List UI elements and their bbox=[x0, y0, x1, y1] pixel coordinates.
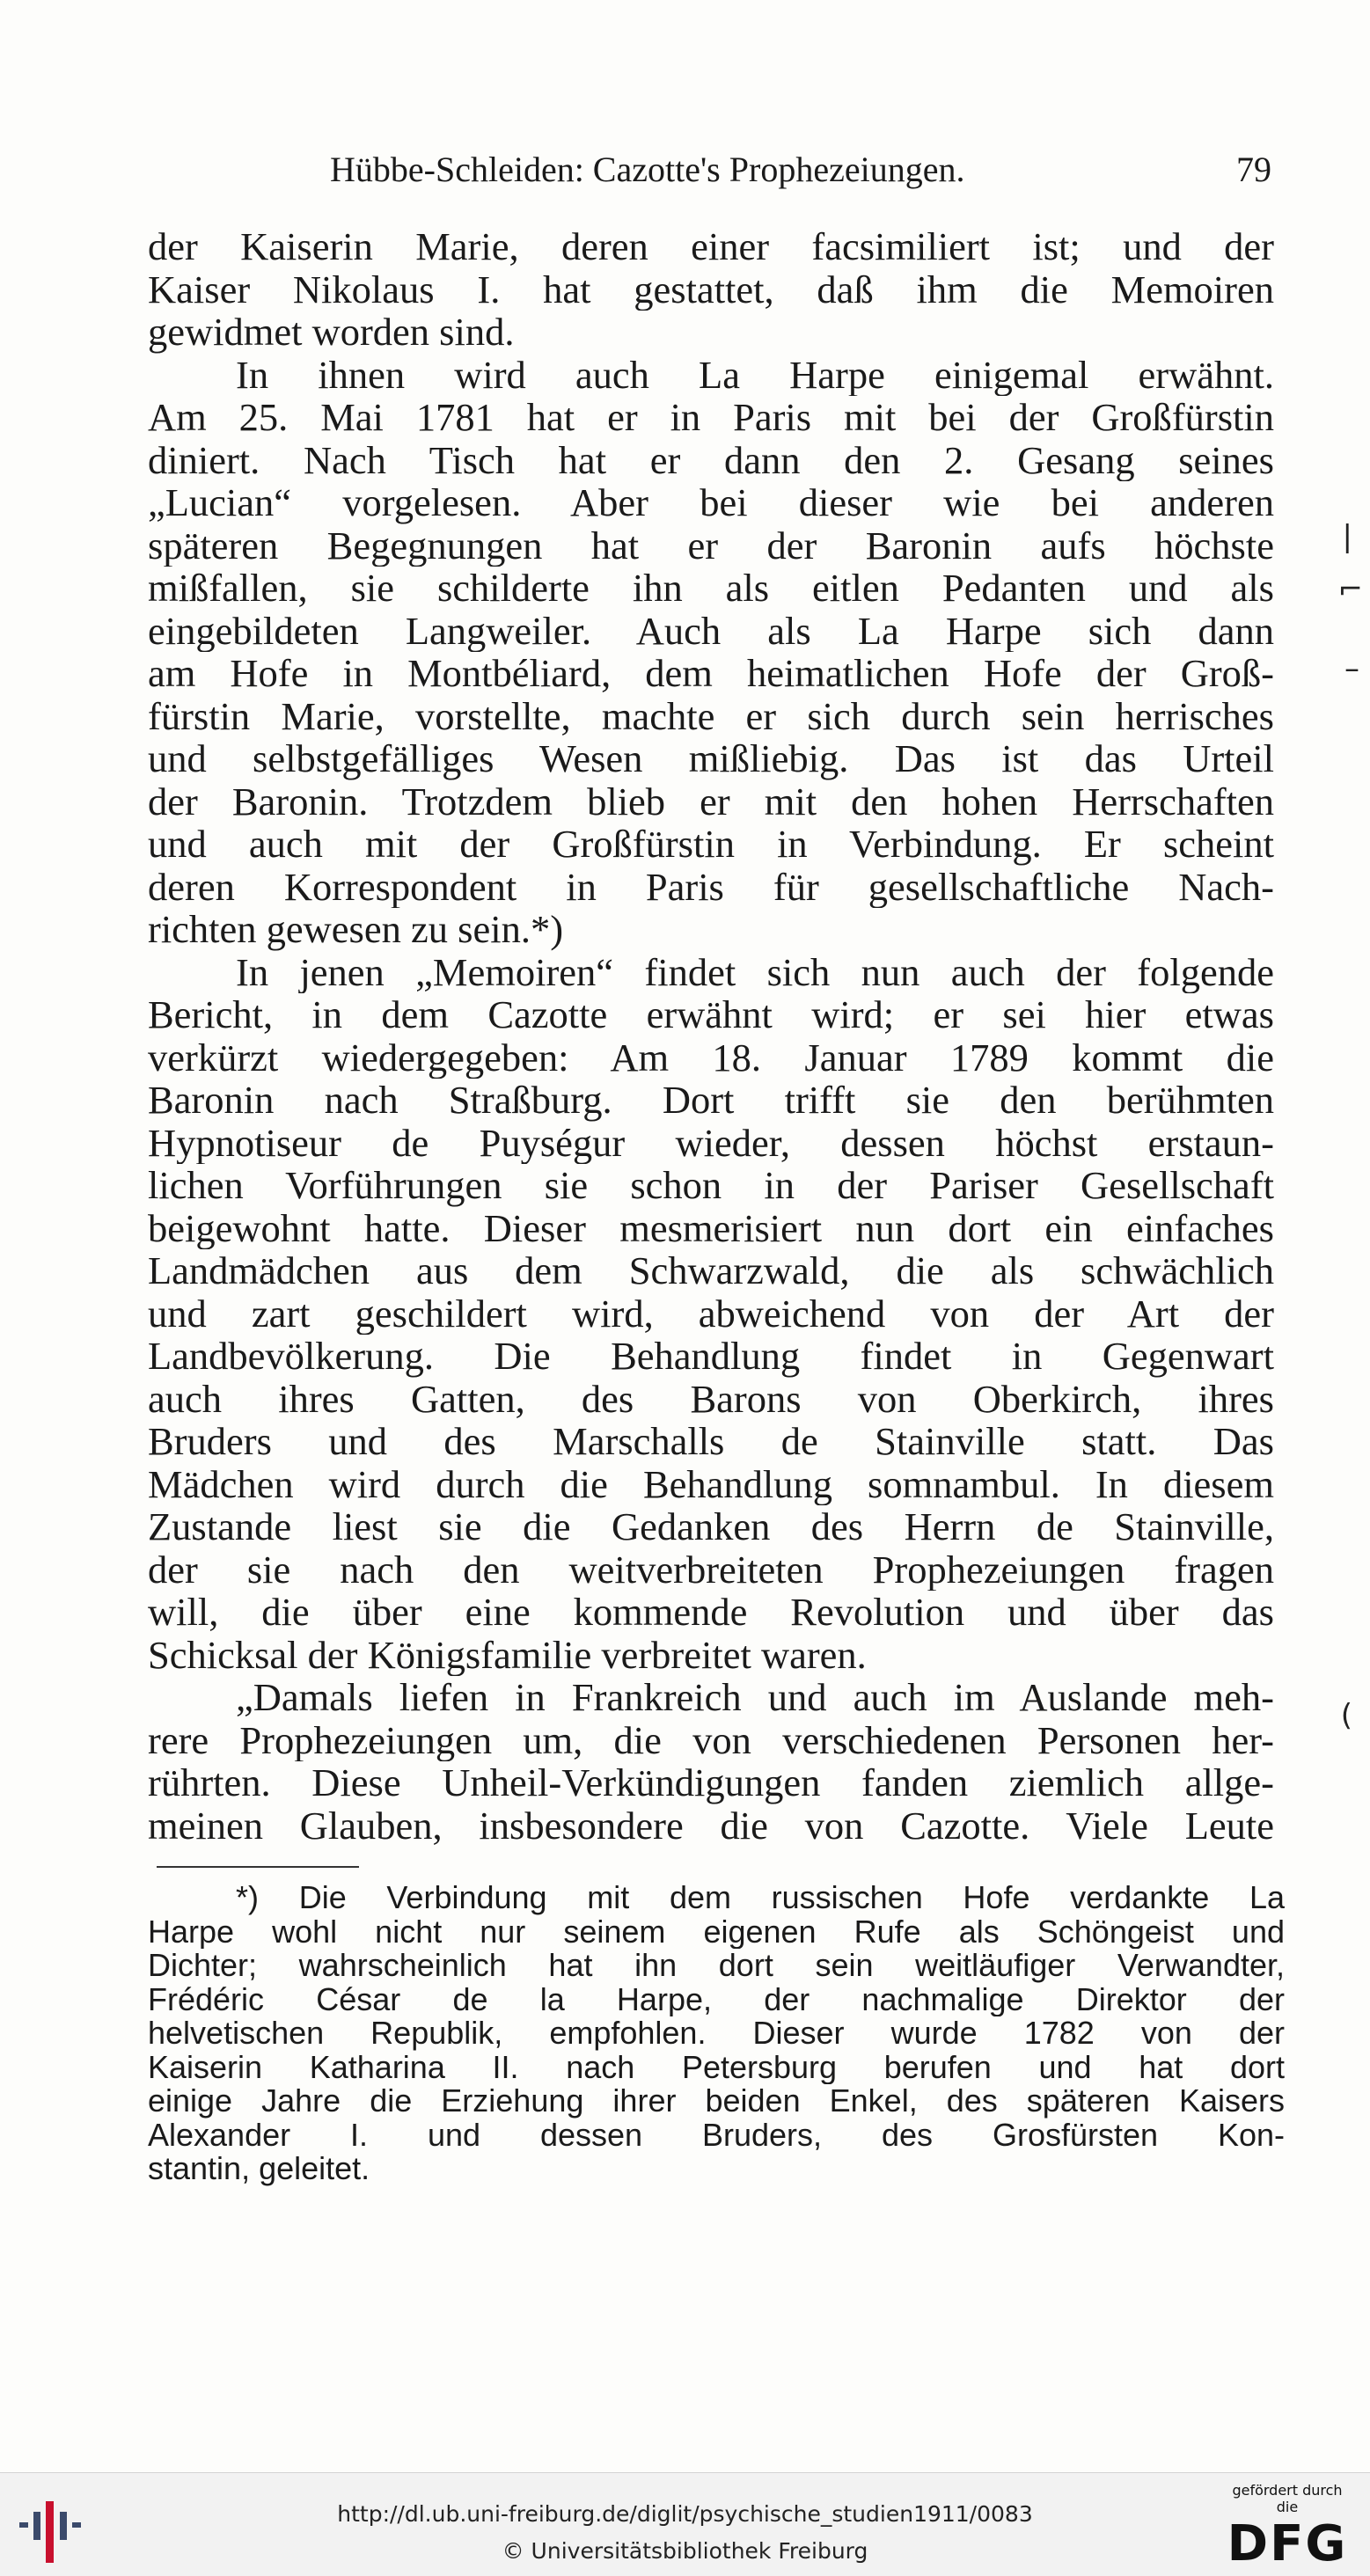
text-line: der sie nach den weitverbreiteten Prophezeiungen fragen bbox=[148, 1548, 1274, 1591]
text-line: „Lucian“ vorgelesen. Aber bei dieser wie bei anderen bbox=[148, 481, 1274, 524]
running-title: Hübbe-Schleiden: Cazotte's Prophezeiungen. bbox=[330, 150, 965, 189]
footnote-line: helvetischen Republik, empfohlen. Dieser wurde 1782 von der bbox=[148, 2016, 1285, 2051]
text-line: Landbevölkerung. Die Behandlung findet in Gegenwart bbox=[148, 1335, 1274, 1378]
footnote-rule bbox=[157, 1866, 359, 1868]
text-line: verkürzt wiedergegeben: Am 18. Januar 1789 kommt die bbox=[148, 1036, 1274, 1079]
text-line: lichen Vorführungen sie schon in der Pariser Gesellschaft bbox=[148, 1164, 1274, 1207]
text-line: diniert. Nach Tisch hat er dann den 2. Gesang seines bbox=[148, 438, 1274, 481]
text-line: der Baronin. Trotzdem blieb er mit den hohen Herrschaften bbox=[148, 779, 1274, 823]
text-line: In jenen „Memoiren“ findet sich nun auch der folgende bbox=[236, 950, 1274, 993]
text-line: In ihnen wird auch La Harpe einigemal erwähnt. bbox=[236, 353, 1274, 396]
footnote-line: stantin, geleitet. bbox=[148, 2152, 370, 2186]
text-line: auch ihres Gatten, des Barons von Oberkirch, ihres bbox=[148, 1377, 1274, 1420]
text-line: Hypnotiseur de Puységur wieder, dessen höchst erstaun- bbox=[148, 1121, 1274, 1164]
text-line: mißfallen, sie schilderte ihn als eitlen Pedanten und als bbox=[148, 567, 1274, 610]
text-line: beigewohnt hatte. Dieser mesmerisiert nun dort ein einfaches bbox=[148, 1206, 1274, 1249]
margin-mark: ⌐ bbox=[1337, 572, 1363, 607]
footnote-line: Dichter; wahrscheinlich hat ihn dort sein weitläufiger Verwandter, bbox=[148, 1949, 1285, 1983]
dfg-logo bbox=[1226, 2482, 1349, 2570]
text-line: Zustande liest sie die Gedanken des Herrn de Stainville, bbox=[148, 1505, 1274, 1548]
footnote-line: *) Die Verbindung mit dem russischen Hofe verdankte La bbox=[236, 1881, 1285, 1915]
text-line: Schicksal der Königsfamilie verbreitet waren. bbox=[148, 1633, 867, 1676]
running-header bbox=[150, 148, 1271, 192]
dfg-caption: gefördert durch die bbox=[1232, 2482, 1343, 2515]
footnote-line: Kaiserin Katharina II. nach Petersburg berufen und hat dort bbox=[148, 2050, 1285, 2084]
text-line: rührten. Diese Unheil-Verkündigungen fanden ziemlich allge- bbox=[148, 1761, 1274, 1804]
text-line: der Kaiserin Marie, deren einer facsimiliert ist; und der bbox=[148, 225, 1274, 268]
margin-mark: – bbox=[1344, 651, 1359, 686]
text-line: Am 25. Mai 1781 hat er in Paris mit bei der Großfürstin bbox=[148, 396, 1274, 439]
footnote-line: Frédéric César de la Harpe, der nachmalige Direktor der bbox=[148, 1982, 1285, 2016]
text-line: und auch mit der Großfürstin in Verbindung. Er scheint bbox=[148, 823, 1274, 866]
margin-mark: ( bbox=[1340, 1698, 1352, 1733]
text-line: Bruders und des Marschalls de Stainville statt. Das bbox=[148, 1420, 1274, 1463]
copyright-notice: © Universitätsbibliothek Freiburg bbox=[502, 2538, 868, 2564]
text-line: fürstin Marie, vorstellte, machte er sich durch sein herrisches bbox=[148, 694, 1274, 737]
text-line: deren Korrespondent in Paris für gesellschaftliche Nach- bbox=[148, 865, 1274, 908]
text-line: Bericht, in dem Cazotte erwähnt wird; er sei hier etwas bbox=[148, 993, 1274, 1036]
text-line: und selbstgefälliges Wesen mißliebig. Das ist das Urteil bbox=[148, 737, 1274, 780]
text-line: richten gewesen zu sein.*) bbox=[148, 908, 564, 951]
page-number: 79 bbox=[1236, 150, 1271, 189]
footnote-line: Alexander I. und dessen Bruders, des Grosfürsten Kon- bbox=[148, 2118, 1285, 2152]
text-line: Baronin nach Straßburg. Dort trifft sie den berühmten bbox=[148, 1079, 1274, 1122]
dfg-wordmark: DFG bbox=[1227, 2515, 1348, 2572]
text-line: Kaiser Nikolaus I. hat gestattet, daß ihm die Memoiren bbox=[148, 267, 1274, 311]
permalink-url[interactable]: http://dl.ub.uni-freiburg.de/diglit/psychische_studien1911/0083 bbox=[337, 2501, 1033, 2527]
viewer-footer bbox=[0, 2472, 1370, 2576]
text-line: meinen Glauben, insbesondere die von Cazotte. Viele Leute bbox=[148, 1804, 1274, 1847]
text-line: will, die über eine kommende Revolution und über das bbox=[148, 1591, 1274, 1634]
text-line: eingebildeten Langweiler. Auch als La Harpe sich dann bbox=[148, 609, 1274, 652]
footnote bbox=[148, 1881, 1285, 2186]
text-line: rere Prophezeiungen um, die von verschiedenen Personen her- bbox=[148, 1718, 1274, 1761]
footnote-line: Harpe wohl nicht nur seinem eigenen Rufe als Schöngeist und bbox=[148, 1914, 1285, 1949]
footnote-line: einige Jahre die Erziehung ihrer beiden Enkel, des späteren Kaisers bbox=[148, 2084, 1285, 2119]
text-line: am Hofe in Montbéliard, dem heimatlichen Hofe der Groß- bbox=[148, 652, 1274, 695]
text-line: Landmädchen aus dem Schwarzwald, die als schwächlich bbox=[148, 1249, 1274, 1292]
text-line: „Damals liefen in Frankreich und auch im Auslande meh- bbox=[236, 1676, 1274, 1719]
margin-mark: | bbox=[1342, 519, 1352, 554]
text-line: Mädchen wird durch die Behandlung somnambul. In diesem bbox=[148, 1462, 1274, 1505]
text-line: späteren Begegnungen hat er der Baronin aufs höchste bbox=[148, 523, 1274, 567]
text-line: gewidmet worden sind. bbox=[148, 311, 515, 354]
text-line: und zart geschildert wird, abweichend von der Art der bbox=[148, 1292, 1274, 1335]
main-text bbox=[148, 225, 1274, 1847]
